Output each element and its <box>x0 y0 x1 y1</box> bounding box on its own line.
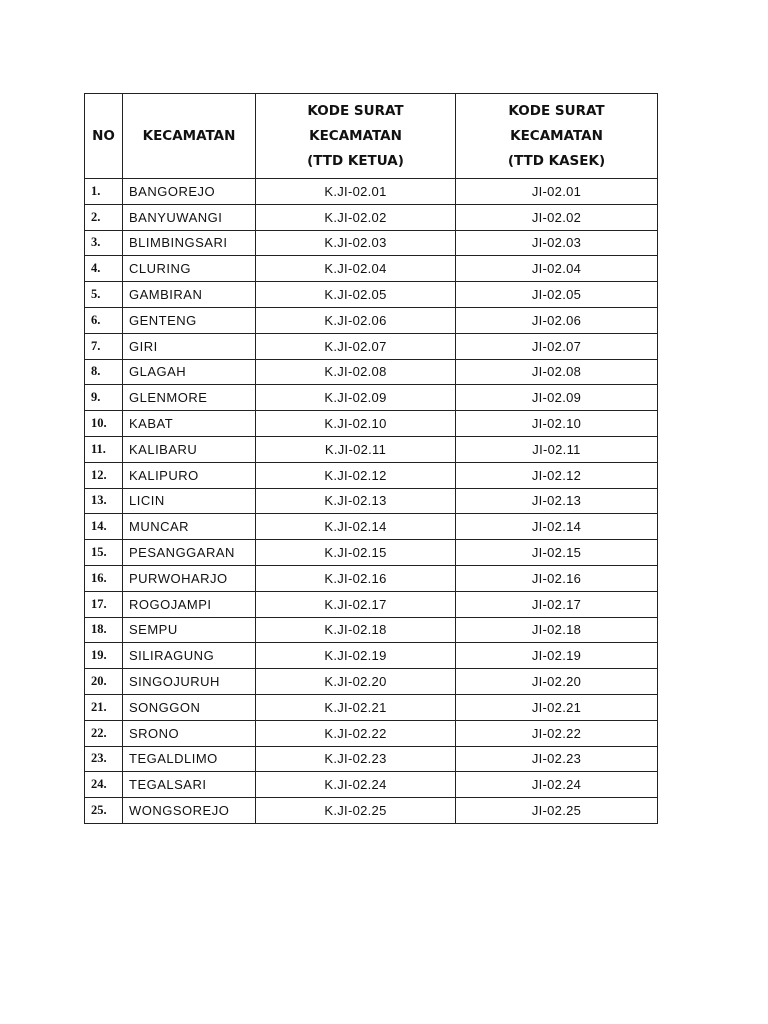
cell-kecamatan: BANYUWANGI <box>123 204 256 230</box>
cell-kode-ketua: K.JI-02.09 <box>256 385 456 411</box>
table-body <box>85 179 658 824</box>
cell-kode-kasek: JI-02.23 <box>456 746 658 772</box>
cell-kode-kasek: JI-02.10 <box>456 411 658 437</box>
cell-kode-kasek: JI-02.22 <box>456 720 658 746</box>
cell-kecamatan: SILIRAGUNG <box>123 643 256 669</box>
cell-no: 18. <box>85 617 123 643</box>
table-row <box>85 514 658 540</box>
table-row <box>85 565 658 591</box>
cell-no: 16. <box>85 565 123 591</box>
cell-kode-ketua: K.JI-02.10 <box>256 411 456 437</box>
header-kode-ketua-line: KODE SURAT <box>307 102 404 119</box>
cell-kode-ketua: K.JI-02.19 <box>256 643 456 669</box>
cell-kode-kasek: JI-02.14 <box>456 514 658 540</box>
cell-kode-ketua: K.JI-02.05 <box>256 282 456 308</box>
cell-kode-kasek: JI-02.19 <box>456 643 658 669</box>
cell-kecamatan: KABAT <box>123 411 256 437</box>
cell-no: 4. <box>85 256 123 282</box>
cell-kode-ketua: K.JI-02.02 <box>256 204 456 230</box>
table-row <box>85 179 658 205</box>
header-kode-kasek-line: KODE SURAT <box>508 102 605 119</box>
cell-kode-kasek: JI-02.24 <box>456 772 658 798</box>
cell-no: 3. <box>85 230 123 256</box>
cell-no: 19. <box>85 643 123 669</box>
cell-no: 12. <box>85 462 123 488</box>
cell-kecamatan: TEGALSARI <box>123 772 256 798</box>
header-kode-ketua-line: (TTD KETUA) <box>307 152 404 169</box>
cell-kecamatan: MUNCAR <box>123 514 256 540</box>
header-kode-ketua <box>256 94 456 179</box>
cell-kode-kasek: JI-02.08 <box>456 359 658 385</box>
cell-no: 2. <box>85 204 123 230</box>
cell-kecamatan: WONGSOREJO <box>123 798 256 824</box>
cell-kecamatan: CLURING <box>123 256 256 282</box>
cell-kecamatan: BLIMBINGSARI <box>123 230 256 256</box>
cell-kode-kasek: JI-02.20 <box>456 669 658 695</box>
cell-kecamatan: GENTENG <box>123 307 256 333</box>
cell-no: 15. <box>85 540 123 566</box>
cell-kode-ketua: K.JI-02.16 <box>256 565 456 591</box>
table-row <box>85 643 658 669</box>
cell-no: 6. <box>85 307 123 333</box>
table-row <box>85 462 658 488</box>
cell-no: 14. <box>85 514 123 540</box>
table-row <box>85 282 658 308</box>
cell-kode-kasek: JI-02.11 <box>456 436 658 462</box>
cell-kode-ketua: K.JI-02.04 <box>256 256 456 282</box>
cell-kode-ketua: K.JI-02.01 <box>256 179 456 205</box>
cell-kode-ketua: K.JI-02.22 <box>256 720 456 746</box>
cell-kode-kasek: JI-02.06 <box>456 307 658 333</box>
cell-kecamatan: LICIN <box>123 488 256 514</box>
table-row <box>85 540 658 566</box>
cell-kecamatan: PURWOHARJO <box>123 565 256 591</box>
table-row <box>85 411 658 437</box>
table-row <box>85 746 658 772</box>
cell-kode-kasek: JI-02.02 <box>456 204 658 230</box>
cell-kecamatan: GAMBIRAN <box>123 282 256 308</box>
cell-kode-ketua: K.JI-02.06 <box>256 307 456 333</box>
cell-kecamatan: KALIBARU <box>123 436 256 462</box>
cell-kecamatan: PESANGGARAN <box>123 540 256 566</box>
cell-kecamatan: TEGALDLIMO <box>123 746 256 772</box>
cell-kecamatan: GIRI <box>123 333 256 359</box>
cell-kode-ketua: K.JI-02.08 <box>256 359 456 385</box>
cell-kecamatan: SEMPU <box>123 617 256 643</box>
cell-kode-kasek: JI-02.13 <box>456 488 658 514</box>
table-row <box>85 204 658 230</box>
cell-kode-ketua: K.JI-02.13 <box>256 488 456 514</box>
cell-kode-ketua: K.JI-02.20 <box>256 669 456 695</box>
table-row <box>85 385 658 411</box>
table-row <box>85 798 658 824</box>
table-row <box>85 307 658 333</box>
table-row <box>85 617 658 643</box>
cell-no: 5. <box>85 282 123 308</box>
cell-kode-ketua: K.JI-02.03 <box>256 230 456 256</box>
cell-kecamatan: SONGGON <box>123 694 256 720</box>
cell-kecamatan: GLAGAH <box>123 359 256 385</box>
cell-kode-ketua: K.JI-02.23 <box>256 746 456 772</box>
cell-kode-ketua: K.JI-02.11 <box>256 436 456 462</box>
cell-kode-ketua: K.JI-02.24 <box>256 772 456 798</box>
cell-kode-ketua: K.JI-02.14 <box>256 514 456 540</box>
table-row <box>85 256 658 282</box>
table-row <box>85 333 658 359</box>
cell-kode-ketua: K.JI-02.07 <box>256 333 456 359</box>
table-row <box>85 591 658 617</box>
header-kode-kasek <box>456 94 658 179</box>
cell-kecamatan: KALIPURO <box>123 462 256 488</box>
cell-no: 11. <box>85 436 123 462</box>
cell-kode-kasek: JI-02.15 <box>456 540 658 566</box>
cell-kecamatan: SINGOJURUH <box>123 669 256 695</box>
cell-kode-ketua: K.JI-02.12 <box>256 462 456 488</box>
table-row <box>85 488 658 514</box>
cell-kode-kasek: JI-02.03 <box>456 230 658 256</box>
cell-kode-ketua: K.JI-02.25 <box>256 798 456 824</box>
cell-no: 13. <box>85 488 123 514</box>
cell-kecamatan: BANGOREJO <box>123 179 256 205</box>
table-row <box>85 359 658 385</box>
cell-kode-kasek: JI-02.21 <box>456 694 658 720</box>
cell-no: 23. <box>85 746 123 772</box>
kode-surat-table <box>84 93 658 824</box>
header-kode-ketua-line: KECAMATAN <box>309 127 402 144</box>
cell-kode-kasek: JI-02.18 <box>456 617 658 643</box>
table-row <box>85 694 658 720</box>
cell-no: 7. <box>85 333 123 359</box>
header-no: NO <box>85 94 123 179</box>
cell-no: 10. <box>85 411 123 437</box>
cell-no: 9. <box>85 385 123 411</box>
cell-kode-kasek: JI-02.12 <box>456 462 658 488</box>
cell-kode-ketua: K.JI-02.21 <box>256 694 456 720</box>
header-kode-kasek-line: (TTD KASEK) <box>507 152 606 169</box>
cell-kode-ketua: K.JI-02.15 <box>256 540 456 566</box>
cell-kode-kasek: JI-02.04 <box>456 256 658 282</box>
cell-no: 8. <box>85 359 123 385</box>
cell-kode-kasek: JI-02.01 <box>456 179 658 205</box>
cell-kode-kasek: JI-02.05 <box>456 282 658 308</box>
header-kode-kasek-line: KECAMATAN <box>510 127 603 144</box>
cell-no: 20. <box>85 669 123 695</box>
cell-kecamatan: GLENMORE <box>123 385 256 411</box>
cell-kode-kasek: JI-02.09 <box>456 385 658 411</box>
table-row <box>85 230 658 256</box>
cell-kecamatan: ROGOJAMPI <box>123 591 256 617</box>
cell-no: 21. <box>85 694 123 720</box>
table-row <box>85 436 658 462</box>
cell-no: 17. <box>85 591 123 617</box>
cell-no: 24. <box>85 772 123 798</box>
table-row <box>85 720 658 746</box>
cell-kecamatan: SRONO <box>123 720 256 746</box>
cell-no: 25. <box>85 798 123 824</box>
cell-kode-ketua: K.JI-02.17 <box>256 591 456 617</box>
table-row <box>85 772 658 798</box>
table-header-row <box>85 94 658 179</box>
table-row <box>85 669 658 695</box>
cell-no: 1. <box>85 179 123 205</box>
header-kecamatan: KECAMATAN <box>123 94 256 179</box>
cell-kode-ketua: K.JI-02.18 <box>256 617 456 643</box>
cell-kode-kasek: JI-02.17 <box>456 591 658 617</box>
cell-kode-kasek: JI-02.16 <box>456 565 658 591</box>
cell-kode-kasek: JI-02.07 <box>456 333 658 359</box>
cell-kode-kasek: JI-02.25 <box>456 798 658 824</box>
cell-no: 22. <box>85 720 123 746</box>
